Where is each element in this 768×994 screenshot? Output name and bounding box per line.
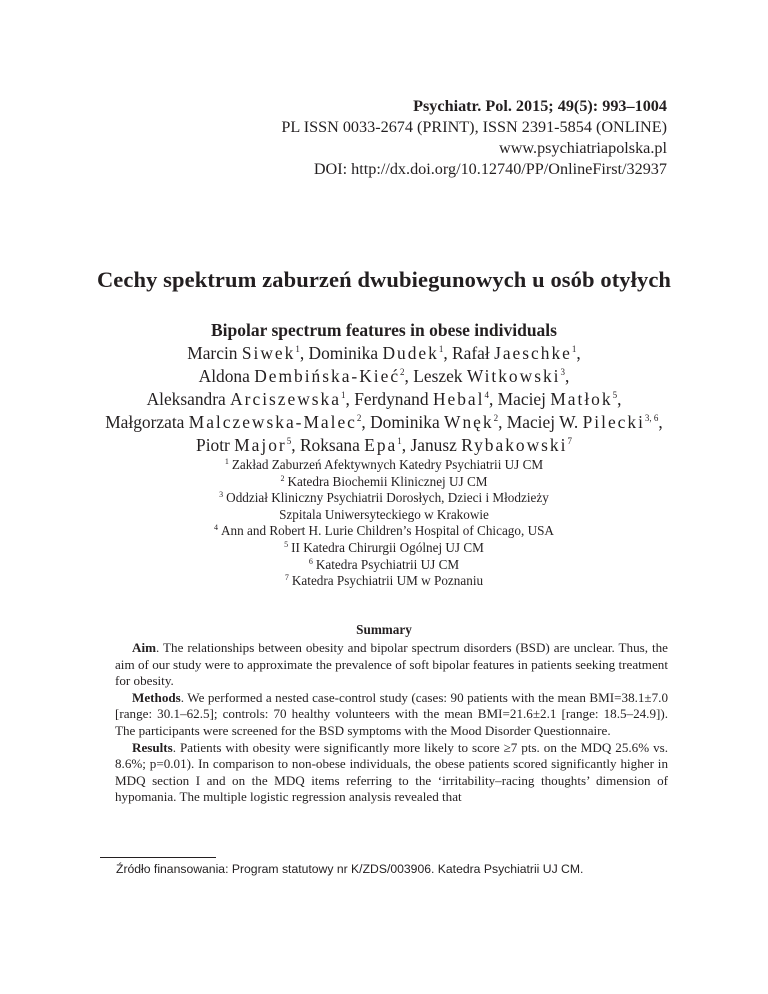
author: Roksana Epa$^1$ — [299, 435, 402, 455]
affiliation-list — [0, 457, 768, 590]
author: Maciej Matłok$^5$ — [497, 389, 618, 409]
author: Dominika Wnęk$^2$ — [370, 412, 499, 432]
abstract-methods: Methods. We performed a nested case-control study (cases: 90 patients with the mean BMI=38.1±7.0 [range: 30.1–62.5]; controls: 70 healthy volunteers with the mean BMI=21.6±2.1 [range: 18.5–24.9]). The participants were screened for the BSD symptoms with the Mood Disorder Questionnaire. — [115, 689, 668, 738]
abstract-aim: Aim. The relationships between obesity and bipolar spectrum disorders (BSD) are unclear. Thus, the aim of our study were to approximate the prevalence of soft bipolar features in patients seeking treatment for obesity. — [115, 640, 668, 689]
author: Ferdynand Hebal$^4$ — [354, 389, 489, 409]
author: Aleksandra Arciszewska$^1$ — [146, 389, 346, 409]
summary-heading: Summary — [356, 622, 412, 637]
author: Piotr Major$^5$ — [196, 435, 292, 455]
abstract-results: Results. Patients with obesity were significantly more likely to score ≥7 pts. on the MDQ 25.6% vs. 8.6%; p=0.01). In comparison to non-obese individuals, the obese patients scored significantly higher in MDQ section I and on the MDQ items referring to the ‘irritability–racing thoughts’ dimension of hypomania. The multiple logistic regression analysis revealed that — [115, 739, 668, 805]
author: Aldona Dembińska-Kieć$^2$ — [198, 366, 405, 386]
footnote-divider — [100, 857, 216, 858]
title-polish: Cechy spektrum zaburzeń dwubiegunowych u osób otyłych — [96, 267, 672, 292]
journal-header — [281, 96, 667, 180]
author: Rafał Jaeschke$^1$ — [452, 343, 577, 363]
affiliation: $^5$ II Katedra Chirurgii Ogólnej UJ CM — [284, 539, 484, 555]
author: Janusz Rybakowski$^7$ — [410, 435, 572, 455]
funding-footnote: Źródło finansowania: Program statutowy nr K/ZDS/003906. Katedra Psychiatrii UJ CM. — [116, 862, 584, 876]
author: Małgorzata Malczewska-Malec$^2$ — [105, 412, 362, 432]
journal-citation: Psychiatr. Pol. 2015; 49(5): 993–1004 — [413, 97, 667, 115]
author: Marcin Siwek$^1$ — [187, 343, 300, 363]
affiliation: $^4$ Ann and Robert H. Lurie Children’s Hospital of Chicago, USA — [214, 523, 554, 539]
abstract — [115, 640, 668, 806]
affiliation: $^3$ Oddział Kliniczny Psychiatrii Dorosłych, Dzieci i Młodzieży Szpitala Uniwersyteckiego w Krakowie — [219, 490, 549, 522]
journal-url[interactable]: www.psychiatriapolska.pl — [499, 139, 667, 157]
affiliation: $^1$ Zakład Zaburzeń Afektywnych Katedry Psychiatrii UJ CM — [224, 457, 544, 472]
journal-issn: PL ISSN 0033-2674 (PRINT), ISSN 2391-5854 (ONLINE) — [281, 118, 667, 136]
affiliation: $^6$ Katedra Psychiatrii UJ CM — [308, 556, 460, 572]
affiliation: $^2$ Katedra Biochemii Klinicznej UJ CM — [280, 473, 488, 489]
title-english: Bipolar spectrum features in obese individuals — [211, 320, 557, 340]
author: Dominika Dudek$^1$ — [308, 343, 444, 363]
author: Maciej W. Pilecki$^{3, 6}$ — [506, 412, 659, 432]
author-list: Marcin Siwek$^1$, Dominika Dudek$^1$, Rafał Jaeschke$^1$, Aldona Dembińska-Kieć$^2$, Leszek Witkowski$^3$, Aleksandra Arciszewska$^1$, Ferdynand Hebal$^4$, Maciej Matłok$^5$, Małgorzata Malczewska-Malec$^2$, Dominika Wnęk$^2$, Maciej W. Pilecki$^{3, 6}$, Piotr Major$^5$, Roksana Epa$^1$, Janusz Rybakowski$^7$ — [105, 343, 663, 455]
affiliation: $^7$ Katedra Psychiatrii UM w Poznaniu — [284, 573, 484, 589]
author: Leszek Witkowski$^3$ — [413, 366, 565, 386]
article-doi[interactable]: DOI: http://dx.doi.org/10.12740/PP/OnlineFirst/32937 — [313, 160, 667, 178]
